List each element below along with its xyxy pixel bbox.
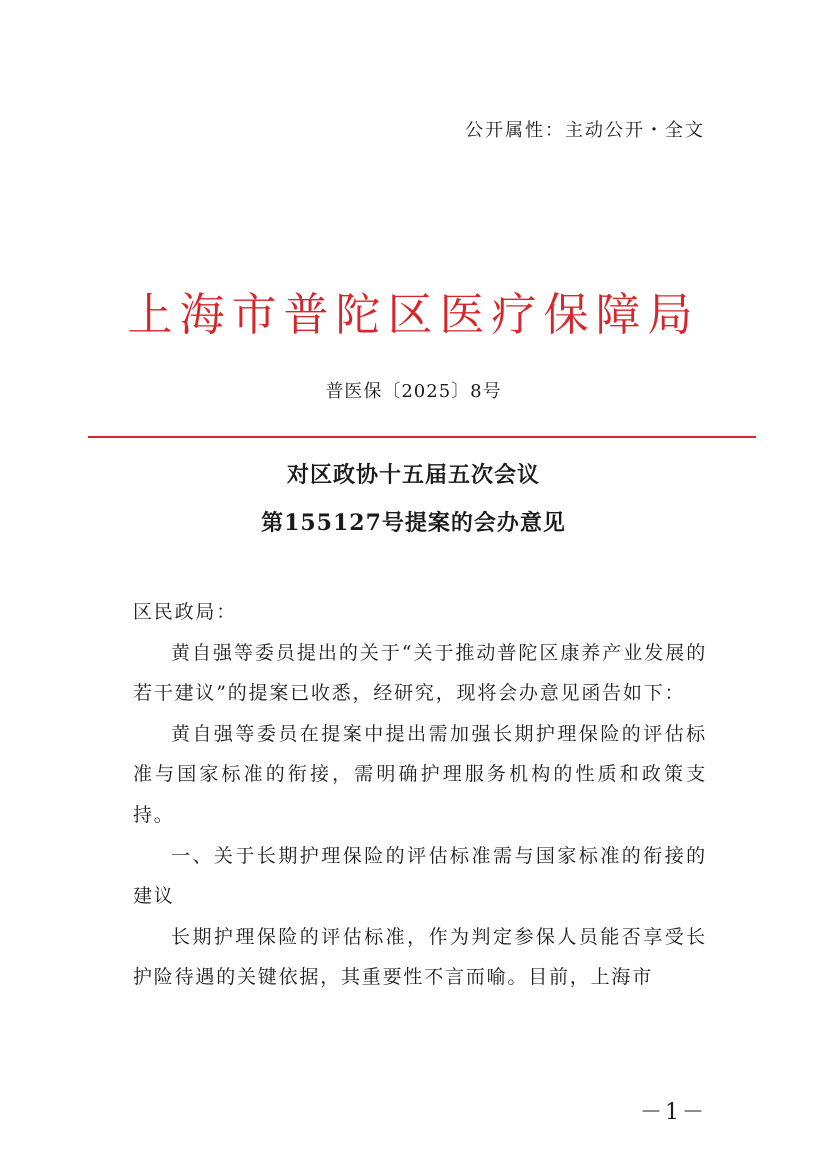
page-number: －1－ — [640, 1100, 707, 1125]
addressee: 区民政局： — [133, 601, 238, 623]
document-number: 普医保〔2025〕8号 — [325, 381, 502, 402]
section-heading: 一、关于长期护理保险的评估标准需与国家标准的衔接的建议 — [133, 844, 707, 908]
paragraph: 长期护理保险的评估标准，作为判定参保人员能否享受长护险待遇的关键依据，其重要性不言而喻。目前，上海市 — [133, 925, 707, 989]
agency-header: 上海市普陀区医疗保障局 — [127, 288, 700, 341]
disclosure-attribute: 公开属性：主动公开・全文 — [465, 120, 705, 141]
paragraph: 黄自强等委员在提案中提出需加强长期护理保险的评估标准与国家标准的衔接，需明确护理服务机构的性质和政策支持。 — [133, 722, 707, 826]
paragraph: 黄自强等委员提出的关于“关于推动普陀区康养产业发展的若干建议”的提案已收悉，经研究，现将会办意见函告如下： — [133, 641, 707, 705]
document-body — [133, 592, 707, 998]
document-title-line-2: 第155127号提案的会办意见 — [261, 510, 566, 536]
red-divider-line — [88, 436, 756, 438]
document-title-line-1: 对区政协十五届五次会议 — [286, 462, 540, 488]
